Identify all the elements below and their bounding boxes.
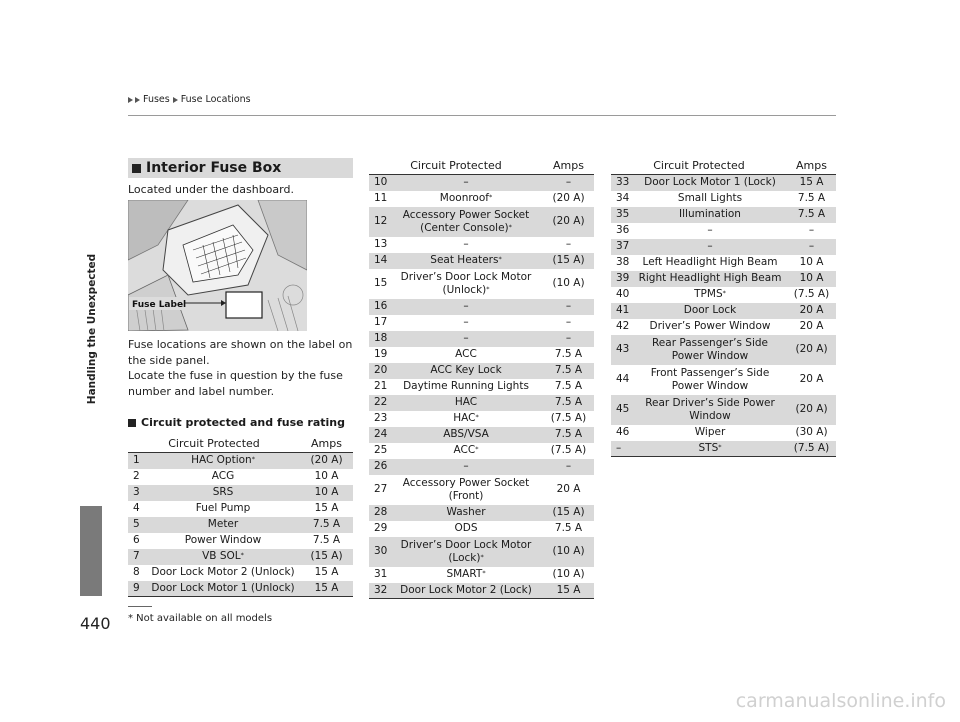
table-row xyxy=(369,191,594,207)
fuse-number: 20 xyxy=(369,363,389,379)
fuse-number: 41 xyxy=(611,303,633,319)
circuit-name: Accessory Power Socket (Center Console)* xyxy=(389,207,543,237)
side-tab-label: Handling the Unexpected xyxy=(86,253,98,405)
section-heading-text: Interior Fuse Box xyxy=(146,160,282,176)
fuse-number: 21 xyxy=(374,380,388,392)
table-row xyxy=(128,581,353,597)
footnote-marker: * xyxy=(475,445,479,453)
table-row xyxy=(369,583,594,599)
table-row xyxy=(369,253,594,269)
amp-rating: 10 A xyxy=(314,470,339,482)
circuit-name: – xyxy=(463,316,469,328)
fuse-number: 45 xyxy=(611,395,633,425)
table-row xyxy=(369,521,594,537)
circuit-name: SMART* xyxy=(446,568,486,580)
fuse-number: 6 xyxy=(133,534,140,546)
circuit-name: Meter xyxy=(146,517,300,533)
footnote-divider xyxy=(128,606,152,607)
fuse-number: 38 xyxy=(616,256,630,268)
table-row xyxy=(611,271,836,287)
amp-rating: 10 A xyxy=(787,271,836,287)
amp-rating: 20 A xyxy=(799,320,824,332)
header-amps: Amps xyxy=(300,434,353,453)
footnote: * Not available on all models xyxy=(128,613,273,624)
header-amps: Amps xyxy=(787,156,836,175)
circuit-name: Door Lock xyxy=(633,303,787,319)
table-row xyxy=(369,347,594,363)
circuit-name: HAC xyxy=(389,395,543,411)
amp-rating: (20 A) xyxy=(300,453,353,469)
table-row xyxy=(369,207,594,237)
circuit-name: Wiper xyxy=(694,426,726,438)
circuit-name: HAC Option* xyxy=(146,453,300,469)
table-row xyxy=(611,335,836,365)
amp-rating: 10 A xyxy=(799,256,824,268)
fuse-number: 42 xyxy=(616,320,630,332)
circuit-name: ABS/VSA xyxy=(389,427,543,443)
circuit-name: Door Lock Motor 2 (Unlock) xyxy=(151,566,295,578)
fuse-number: 31 xyxy=(374,568,388,580)
sub-heading: Circuit protected and fuse rating xyxy=(128,416,345,429)
circuit-name: Front Passenger’s Side Power Window xyxy=(650,366,770,392)
circuit-name: Driver’s Door Lock Motor (Unlock)* xyxy=(400,270,532,296)
fuse-number: 33 xyxy=(611,175,633,191)
fuse-number: 13 xyxy=(374,238,388,250)
fuse-number: 10 xyxy=(369,175,389,191)
amp-rating: (15 A) xyxy=(543,505,594,521)
table-row xyxy=(611,239,836,255)
footnote-marker: * xyxy=(498,255,502,263)
table-row xyxy=(611,255,836,271)
header-amps: Amps xyxy=(543,156,594,175)
fuse-number: 15 xyxy=(374,277,388,289)
breadcrumb xyxy=(128,94,251,105)
circuit-name: ODS xyxy=(454,522,478,534)
breadcrumb-arrow-icon xyxy=(128,97,133,103)
fuse-number: 16 xyxy=(369,299,389,315)
breadcrumb-item-fuse-locations[interactable]: Fuse Locations xyxy=(180,94,251,105)
instructions-text: Fuse locations are shown on the label on the side panel. Locate the fuse in question by the fuse number and label number. xyxy=(128,338,353,398)
table-row xyxy=(369,379,594,395)
amp-rating: (20 A) xyxy=(787,335,836,365)
footnote-marker: * xyxy=(722,289,726,297)
table-row xyxy=(369,427,594,443)
table-row xyxy=(369,567,594,583)
fuse-number: 32 xyxy=(369,583,389,599)
fuse-number: 2 xyxy=(133,470,140,482)
amp-rating: 15 A xyxy=(314,502,339,514)
amp-rating: 15 A xyxy=(314,566,339,578)
amp-rating: – xyxy=(787,239,836,255)
fuse-number: 18 xyxy=(369,331,389,347)
table-row xyxy=(128,549,353,565)
fuse-number: 43 xyxy=(611,335,633,365)
fuse-number: 35 xyxy=(611,207,633,223)
amp-rating: 7.5 A xyxy=(543,427,594,443)
fuse-number: 27 xyxy=(374,483,388,495)
amp-rating: – xyxy=(808,224,815,236)
table-row xyxy=(369,175,594,191)
table-row xyxy=(611,191,836,207)
amp-rating: (10 A) xyxy=(543,537,594,567)
table-row xyxy=(611,303,836,319)
header-circuit: Circuit Protected xyxy=(611,156,787,175)
header-circuit: Circuit Protected xyxy=(128,434,300,453)
table-row xyxy=(611,175,836,191)
fuse-table-1 xyxy=(128,434,353,597)
fuse-table-3 xyxy=(611,156,836,457)
circuit-name: Washer xyxy=(389,505,543,521)
amp-rating: 7.5 A xyxy=(543,395,594,411)
fuse-number: 23 xyxy=(374,412,388,424)
circuit-name: STS* xyxy=(633,441,787,457)
amp-rating: 20 A xyxy=(799,373,824,385)
fuse-number: 25 xyxy=(374,444,388,456)
circuit-name: Accessory Power Socket (Front) xyxy=(402,476,530,502)
footnote-marker: * xyxy=(718,442,722,451)
circuit-name: Small Lights xyxy=(677,192,743,204)
circuit-name: Door Lock Motor 2 (Lock) xyxy=(389,583,543,599)
table-row xyxy=(611,425,836,441)
amp-rating: – xyxy=(543,331,594,347)
circuit-name: Illumination xyxy=(633,207,787,223)
amp-rating: 20 A xyxy=(787,303,836,319)
circuit-name: Seat Heaters* xyxy=(389,253,543,269)
circuit-name: VB SOL* xyxy=(146,549,300,565)
footnote-marker: * xyxy=(240,551,244,559)
fuse-number: 12 xyxy=(369,207,389,237)
amp-rating: – xyxy=(543,299,594,315)
amp-rating: – xyxy=(543,459,594,475)
fuse-number: 37 xyxy=(611,239,633,255)
amp-rating: 7.5 A xyxy=(797,192,826,204)
fuse-label-callout: Fuse Label xyxy=(132,300,187,310)
circuit-name: Rear Driver’s Side Power Window xyxy=(633,395,787,425)
table-row xyxy=(611,207,836,223)
header-circuit: Circuit Protected xyxy=(369,156,543,175)
amp-rating: (7.5 A) xyxy=(550,412,587,424)
circuit-name: – xyxy=(633,239,787,255)
table-row xyxy=(369,331,594,347)
circuit-name: Rear Passenger’s Side Power Window xyxy=(633,335,787,365)
footnote-marker: * xyxy=(480,552,484,561)
square-bullet-icon xyxy=(128,419,136,427)
fuse-table-2 xyxy=(369,156,594,599)
table-row xyxy=(611,441,836,457)
amp-rating: 15 A xyxy=(543,583,594,599)
amp-rating: 20 A xyxy=(556,483,581,495)
fuse-number: 3 xyxy=(128,485,146,501)
table-row xyxy=(369,537,594,567)
circuit-name: ACC Key Lock xyxy=(389,363,543,379)
amp-rating: 7.5 A xyxy=(554,380,583,392)
amp-rating: – xyxy=(543,175,594,191)
circuit-name: Fuel Pump xyxy=(195,502,251,514)
fuse-number: 22 xyxy=(369,395,389,411)
circuit-name: – xyxy=(389,331,543,347)
circuit-name: Door Lock Motor 1 (Unlock) xyxy=(146,581,300,597)
footnote-marker: * xyxy=(251,455,255,464)
table-row xyxy=(128,453,353,469)
circuit-name: Power Window xyxy=(184,534,262,546)
circuit-name: – xyxy=(707,224,713,236)
amp-rating: 7.5 A xyxy=(787,207,836,223)
table-row xyxy=(369,443,594,459)
breadcrumb-arrow-icon xyxy=(135,97,140,103)
circuit-name: ACC xyxy=(455,348,477,360)
fuse-number: 24 xyxy=(369,427,389,443)
table-row xyxy=(369,237,594,253)
table-row xyxy=(128,565,353,581)
section-heading xyxy=(128,158,353,178)
amp-rating: (7.5 A) xyxy=(550,444,587,456)
circuit-name: Daytime Running Lights xyxy=(403,380,529,392)
table-row xyxy=(128,533,353,549)
amp-rating: (10 A) xyxy=(552,277,585,289)
footnote-marker: * xyxy=(475,413,479,421)
fuse-number: 8 xyxy=(133,566,140,578)
amp-rating: (20 A) xyxy=(543,207,594,237)
table-row xyxy=(369,395,594,411)
table-row xyxy=(128,469,353,485)
fuse-number: 7 xyxy=(128,549,146,565)
fuse-box-photo xyxy=(128,200,307,331)
table-row xyxy=(128,517,353,533)
circuit-name: SRS xyxy=(146,485,300,501)
header-divider xyxy=(128,115,836,116)
table-row xyxy=(369,459,594,475)
table-row xyxy=(369,475,594,505)
fuse-number: 26 xyxy=(369,459,389,475)
square-bullet-icon xyxy=(132,164,141,173)
table-row xyxy=(369,315,594,331)
fuse-number: 19 xyxy=(374,348,388,360)
fuse-number: 46 xyxy=(616,426,630,438)
amp-rating: 15 A xyxy=(300,581,353,597)
footnote-marker: * xyxy=(486,284,490,293)
amp-rating: (15 A) xyxy=(543,253,594,269)
footnote-marker: * xyxy=(488,193,493,201)
circuit-name: Right Headlight High Beam xyxy=(633,271,787,287)
fuse-number: 5 xyxy=(128,517,146,533)
amp-rating: 7.5 A xyxy=(300,517,353,533)
footnote-marker: * xyxy=(482,569,486,577)
amp-rating: (15 A) xyxy=(300,549,353,565)
fuse-number: 34 xyxy=(616,192,630,204)
fuse-number: 4 xyxy=(133,502,140,514)
fuse-number: 28 xyxy=(369,505,389,521)
circuit-name: Door Lock Motor 1 (Lock) xyxy=(633,175,787,191)
fuse-number: 30 xyxy=(369,537,389,567)
fuse-number: 1 xyxy=(128,453,146,469)
circuit-name: Moonroof* xyxy=(439,192,493,204)
fuse-number: 9 xyxy=(128,581,146,597)
table-row xyxy=(611,365,836,395)
table-row xyxy=(128,501,353,517)
amp-rating: 10 A xyxy=(300,485,353,501)
watermark: carmanualsonline.info xyxy=(735,690,946,712)
amp-rating: (7.5 A) xyxy=(793,288,830,300)
amp-rating: 7.5 A xyxy=(312,534,341,546)
circuit-name: – xyxy=(389,459,543,475)
fuse-number: 17 xyxy=(374,316,388,328)
fuse-number: 39 xyxy=(611,271,633,287)
table-row xyxy=(611,395,836,425)
footnote-marker: * xyxy=(508,222,512,231)
location-text: Located under the dashboard. xyxy=(128,183,294,196)
amp-rating: – xyxy=(565,316,572,328)
amp-rating: (10 A) xyxy=(552,568,585,580)
table-row xyxy=(369,505,594,521)
circuit-name: Driver’s Door Lock Motor (Lock)* xyxy=(389,537,543,567)
amp-rating: 7.5 A xyxy=(554,522,583,534)
table-row xyxy=(369,269,594,299)
fuse-number: 11 xyxy=(374,192,388,204)
fuse-number: 40 xyxy=(616,288,630,300)
table-row xyxy=(611,287,836,303)
page-number: 440 xyxy=(80,614,111,633)
amp-rating: 7.5 A xyxy=(554,348,583,360)
table-row xyxy=(611,223,836,239)
circuit-name: ACG xyxy=(211,470,235,482)
fuse-number: – xyxy=(611,441,633,457)
circuit-name: HAC* xyxy=(453,412,479,424)
amp-rating: 7.5 A xyxy=(543,363,594,379)
circuit-name: – xyxy=(389,299,543,315)
amp-rating: (20 A) xyxy=(552,192,585,204)
table-row xyxy=(369,363,594,379)
circuit-name: ACC* xyxy=(453,444,479,456)
amp-rating: (30 A) xyxy=(795,426,828,438)
fuse-number: 36 xyxy=(616,224,630,236)
amp-rating: (20 A) xyxy=(787,395,836,425)
breadcrumb-arrow-icon xyxy=(173,97,178,103)
circuit-name: TPMS* xyxy=(694,288,726,300)
side-tab-marker xyxy=(80,506,102,596)
fuse-number: 14 xyxy=(369,253,389,269)
fuse-number: 44 xyxy=(616,373,630,385)
amp-rating: (7.5 A) xyxy=(787,441,836,457)
table-row xyxy=(369,299,594,315)
table-row xyxy=(128,485,353,501)
table-row xyxy=(369,411,594,427)
circuit-name: – xyxy=(463,238,469,250)
amp-rating: 15 A xyxy=(787,175,836,191)
circuit-name: Driver’s Power Window xyxy=(649,320,771,332)
breadcrumb-item-fuses[interactable]: Fuses xyxy=(143,94,170,105)
amp-rating: – xyxy=(565,238,572,250)
fuse-number: 29 xyxy=(374,522,388,534)
circuit-name: Left Headlight High Beam xyxy=(642,256,778,268)
table-row xyxy=(611,319,836,335)
circuit-name: – xyxy=(389,175,543,191)
